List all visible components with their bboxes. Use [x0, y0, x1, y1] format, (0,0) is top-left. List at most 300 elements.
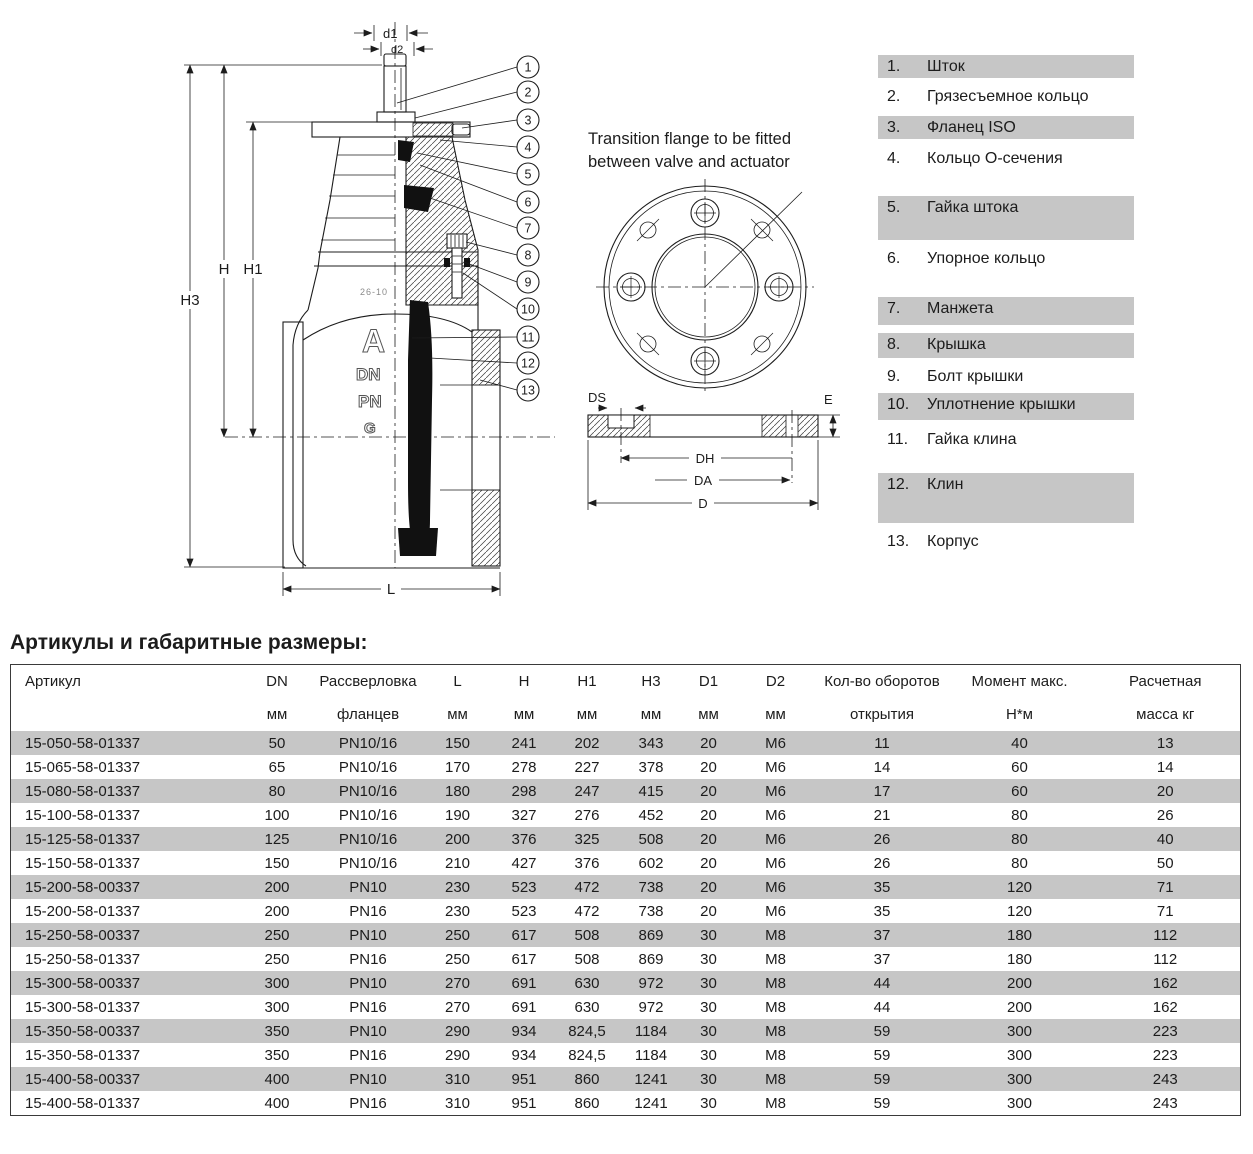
table-cell: 934	[511, 1046, 537, 1064]
table-cell: 452	[638, 806, 664, 824]
part-label: Уплотнение крышки	[927, 396, 1076, 413]
callout-number: 11	[521, 330, 535, 345]
table-cell: 241	[511, 734, 537, 752]
column-header: масса кг	[1136, 706, 1195, 723]
table-cell: 824,5	[568, 1022, 606, 1040]
table-cell: PN10	[349, 926, 387, 944]
column-header: Н*м	[1006, 706, 1033, 723]
table-cell: 230	[444, 902, 471, 920]
column-header: фланцев	[336, 706, 400, 723]
table-cell: 602	[638, 854, 664, 872]
callout-number: 9	[524, 275, 532, 290]
part-label: Гайка штока	[927, 199, 1019, 216]
parts-list-item-2	[878, 85, 1134, 108]
table-cell: 400	[264, 1070, 290, 1088]
table-cell: 325	[574, 830, 600, 848]
table-cell: 250	[264, 926, 290, 944]
table-cell: 691	[511, 974, 537, 992]
table-cell: M8	[765, 1094, 786, 1112]
table-cell: 26	[873, 830, 891, 848]
parts-list-item-5	[878, 196, 1134, 240]
table-cell: 230	[444, 878, 471, 896]
table-cell: 71	[1156, 902, 1174, 920]
table-cell: 15-350-58-00337	[25, 1022, 141, 1040]
part-label: Болт крышки	[927, 368, 1024, 385]
table-cell: 200	[264, 878, 290, 896]
table-cell: PN16	[349, 902, 387, 920]
table-cell: 278	[511, 758, 537, 776]
table-cell: 20	[700, 902, 717, 920]
table-cell: 112	[1153, 950, 1178, 968]
part-number: 5.	[887, 199, 901, 216]
table-cell: 40	[1011, 734, 1028, 752]
dim-label-e: E	[824, 392, 833, 407]
part-label: Упорное кольцо	[927, 250, 1046, 267]
table-cell: 65	[268, 758, 286, 776]
table-cell: 40	[1156, 830, 1174, 848]
table-cell: M8	[765, 950, 786, 968]
table-cell: M6	[765, 854, 786, 872]
cast-dn: DN	[356, 365, 381, 384]
table-cell: 80	[1011, 854, 1028, 872]
table-cell: 30	[700, 1094, 717, 1112]
table-cell: 15-400-58-01337	[25, 1094, 141, 1112]
table-cell: 35	[873, 878, 891, 896]
table-cell: 13	[1156, 734, 1174, 752]
table-row	[11, 971, 1241, 995]
part-number: 10.	[887, 396, 910, 413]
table-cell: 44	[873, 998, 891, 1016]
parts-list-item-3	[878, 116, 1134, 139]
table-cell: M6	[765, 902, 786, 920]
table-cell: 243	[1152, 1094, 1178, 1112]
table-cell: 310	[444, 1094, 471, 1112]
table-cell: 125	[264, 830, 290, 848]
table-cell: 508	[638, 830, 664, 848]
table-cell: 60	[1011, 782, 1028, 800]
table-cell: 20	[700, 878, 717, 896]
dim-label-h1: H1	[243, 261, 263, 278]
table-cell: 860	[574, 1070, 600, 1088]
table-cell: 951	[511, 1070, 537, 1088]
table-cell: 20	[700, 758, 717, 776]
table-cell: 37	[873, 950, 891, 968]
table-cell: 617	[511, 926, 537, 944]
table-row	[11, 899, 1241, 923]
table-row	[11, 755, 1241, 779]
dim-heights	[177, 65, 382, 567]
table-cell: 20	[700, 854, 717, 872]
table-title: Артикулы и габаритные размеры:	[10, 631, 368, 654]
valve-cross-section	[177, 22, 555, 598]
table-cell: 523	[511, 902, 537, 920]
table-cell: PN10/16	[338, 806, 398, 824]
table-cell: 202	[574, 734, 600, 752]
table-cell: 14	[1156, 758, 1174, 776]
parts-list-item-12	[878, 473, 1134, 523]
table-cell: 310	[444, 1070, 471, 1088]
table-cell: 300	[264, 998, 290, 1016]
table-cell: 400	[264, 1094, 290, 1112]
table-cell: 300	[1006, 1022, 1033, 1040]
table-cell: 30	[700, 974, 717, 992]
table-cell: 30	[700, 1046, 717, 1064]
parts-list-item-7	[878, 297, 1134, 325]
table-row	[11, 827, 1241, 851]
dim-label-h: H	[218, 261, 230, 278]
table-cell: 298	[511, 782, 537, 800]
flange-note-line2: between valve and actuator	[588, 153, 790, 171]
dim-E	[818, 392, 840, 437]
table-cell: 20	[1156, 782, 1174, 800]
table-cell: PN10/16	[338, 758, 398, 776]
table-cell: 35	[873, 902, 891, 920]
table-cell: 617	[511, 950, 537, 968]
dimensions-table	[10, 664, 1241, 1116]
table-cell: 523	[511, 878, 537, 896]
table-cell: 100	[264, 806, 290, 824]
callout-number: 10	[521, 302, 535, 317]
table-cell: 180	[1006, 950, 1033, 968]
table-cell: 290	[444, 1046, 471, 1064]
table-cell: 15-125-58-01337	[25, 830, 141, 848]
table-cell: 350	[264, 1046, 290, 1064]
part-label: Крышка	[927, 336, 986, 353]
table-cell: 15-050-58-01337	[25, 734, 141, 752]
table-cell: 44	[873, 974, 891, 992]
table-cell: 210	[444, 854, 471, 872]
flange-note-line1: Transition flange to be fitted	[588, 130, 792, 148]
table-cell: 250	[444, 926, 471, 944]
part-label: Гайка клина	[927, 431, 1017, 448]
wedge-gate-black	[408, 300, 432, 549]
table-cell: 30	[700, 998, 717, 1016]
part-label: Шток	[927, 58, 965, 75]
table-cell: 200	[264, 902, 290, 920]
table-cell: PN10	[349, 1070, 387, 1088]
dim-label-d: D	[698, 496, 708, 511]
table-cell: 223	[1152, 1022, 1178, 1040]
column-header: мм	[640, 706, 662, 723]
table-cell: PN16	[349, 998, 387, 1016]
table-cell: PN10	[349, 878, 387, 896]
table-cell: 30	[700, 950, 717, 968]
table-cell: M6	[765, 782, 786, 800]
part-number: 6.	[887, 250, 901, 267]
wedge-foot-black	[398, 528, 438, 556]
table-cell: 15-200-58-01337	[25, 902, 141, 920]
column-header: H1	[577, 673, 597, 690]
table-cell: M6	[765, 830, 786, 848]
part-number: 1.	[887, 58, 901, 75]
table-cell: 20	[700, 806, 717, 824]
parts-list	[878, 55, 1134, 552]
table-cell: 376	[574, 854, 600, 872]
callout-number: 5	[524, 167, 532, 182]
dim-label-dh: DH	[695, 451, 715, 466]
table-row	[11, 995, 1241, 1019]
table-cell: 71	[1156, 878, 1174, 896]
part-label: Грязесъемное кольцо	[927, 88, 1089, 105]
table-cell: 508	[574, 950, 600, 968]
callout-3	[462, 109, 539, 131]
table-cell: 860	[574, 1094, 600, 1112]
table-cell: 869	[638, 926, 664, 944]
table-cell: M6	[765, 806, 786, 824]
column-header: Расчетная	[1129, 673, 1202, 690]
table-cell: 951	[511, 1094, 537, 1112]
table-cell: M8	[765, 1070, 786, 1088]
table-row	[11, 779, 1241, 803]
valve-technical-drawing	[0, 0, 870, 620]
table-cell: 972	[638, 998, 664, 1016]
part-label: Фланец ISO	[927, 119, 1016, 136]
table-cell: 300	[1006, 1094, 1033, 1112]
dim-label-ds: DS	[588, 390, 607, 405]
table-cell: 15-400-58-00337	[25, 1070, 141, 1088]
table-row	[11, 875, 1241, 899]
part-number: 8.	[887, 336, 901, 353]
table-cell: 300	[264, 974, 290, 992]
callout-number: 3	[524, 113, 532, 128]
part-label: Манжета	[927, 300, 994, 317]
parts-list-item-11	[878, 428, 1134, 450]
column-header: мм	[513, 706, 535, 723]
part-label: Клин	[927, 476, 964, 493]
table-cell: PN10/16	[338, 782, 398, 800]
part-number: 4.	[887, 150, 901, 167]
table-row	[11, 1043, 1241, 1067]
table-cell: 200	[444, 830, 471, 848]
cast-pn: PN	[358, 392, 382, 411]
table-cell: M8	[765, 1022, 786, 1040]
valve-body	[283, 268, 500, 568]
dim-label-da: DA	[693, 473, 713, 488]
table-cell: 180	[1006, 926, 1033, 944]
parts-list-item-10	[878, 393, 1134, 420]
table-row	[11, 803, 1241, 827]
table-cell: 59	[873, 1046, 891, 1064]
cast-serial: 26-10	[360, 287, 389, 297]
column-header: D1	[698, 673, 719, 690]
table-cell: 15-250-58-01337	[25, 950, 141, 968]
part-number: 9.	[887, 368, 901, 385]
table-cell: 869	[638, 950, 664, 968]
table-cell: 378	[638, 758, 664, 776]
table-cell: 250	[444, 950, 471, 968]
column-header: DN	[266, 673, 288, 690]
table-cell: PN10	[349, 1022, 387, 1040]
callout-number: 7	[524, 221, 532, 236]
column-header: мм	[576, 706, 598, 723]
table-cell: M6	[765, 734, 786, 752]
column-header: Артикул	[25, 673, 81, 690]
table-cell: 200	[1006, 974, 1033, 992]
table-cell: 276	[574, 806, 600, 824]
valve-stem	[377, 54, 415, 122]
table-cell: 80	[1011, 830, 1028, 848]
table-cell: 17	[873, 782, 891, 800]
table-cell: 508	[574, 926, 600, 944]
table-cell: M8	[765, 974, 786, 992]
table-cell: 30	[700, 926, 717, 944]
column-header: Кол-во оборотов	[824, 673, 940, 690]
column-header: Момент макс.	[971, 673, 1068, 690]
parts-list-item-6	[878, 247, 1134, 268]
table-cell: 120	[1006, 878, 1033, 896]
table-cell: 300	[1006, 1070, 1033, 1088]
table-cell: 250	[264, 950, 290, 968]
table-cell: 15-350-58-01337	[25, 1046, 141, 1064]
table-cell: 972	[638, 974, 664, 992]
column-header	[11, 698, 239, 731]
column-header: мм	[266, 706, 288, 723]
column-header: H	[518, 673, 530, 690]
table-cell: 270	[444, 974, 471, 992]
dim-label-l: L	[386, 581, 396, 598]
table-cell: 162	[1152, 998, 1178, 1016]
table-cell: 15-250-58-00337	[25, 926, 141, 944]
callout-number: 1	[524, 60, 532, 75]
part-label: Корпус	[927, 533, 979, 550]
parts-list-item-9	[878, 365, 1134, 388]
table-cell: 162	[1152, 974, 1178, 992]
cast-logo: A	[362, 323, 386, 359]
part-number: 7.	[887, 300, 901, 317]
table-cell: 180	[444, 782, 471, 800]
table-cell: 15-200-58-00337	[25, 878, 141, 896]
callout-number: 8	[524, 248, 532, 263]
table-cell: 150	[264, 854, 290, 872]
table-cell: 15-065-58-01337	[25, 758, 141, 776]
table-cell: PN10/16	[338, 830, 398, 848]
callout-number: 4	[524, 140, 532, 155]
table-cell: 630	[574, 974, 600, 992]
column-header: H3	[641, 673, 661, 690]
iso-top-flange	[312, 122, 470, 137]
table-cell: 59	[873, 1094, 891, 1112]
part-number: 3.	[887, 119, 901, 136]
column-header: D2	[765, 673, 786, 690]
table-cell: 20	[700, 734, 717, 752]
table-cell: 350	[264, 1022, 290, 1040]
table-cell: 738	[638, 902, 664, 920]
flange-side-view	[588, 390, 840, 511]
table-cell: 170	[444, 758, 471, 776]
parts-list-item-1	[878, 55, 1134, 78]
table-header-row	[11, 665, 1241, 699]
parts-list-item-13	[878, 530, 1134, 552]
dim-L	[283, 572, 500, 598]
table-cell: M8	[765, 1046, 786, 1064]
table-row	[11, 1019, 1241, 1043]
column-header: мм	[447, 706, 468, 723]
table-cell: 50	[1156, 854, 1174, 872]
dim-label-h3: H3	[180, 292, 200, 309]
table-cell: 227	[574, 758, 600, 776]
table-cell: 112	[1153, 926, 1178, 944]
dim-label-d1: d1	[383, 26, 398, 41]
table-cell: 343	[638, 734, 664, 752]
table-cell: 15-080-58-01337	[25, 782, 141, 800]
table-cell: M6	[765, 878, 786, 896]
callout-number: 2	[524, 85, 532, 100]
table-cell: 21	[873, 806, 891, 824]
table-cell: 59	[873, 1070, 891, 1088]
table-cell: 327	[511, 806, 537, 824]
table-cell: 300	[1006, 1046, 1033, 1064]
table-cell: 472	[574, 878, 600, 896]
part-number: 2.	[887, 88, 901, 105]
dim-DS	[588, 390, 646, 408]
table-cell: 223	[1152, 1046, 1178, 1064]
column-header: мм	[698, 706, 719, 723]
table-cell: 934	[511, 1022, 537, 1040]
parts-list-item-4	[878, 147, 1134, 168]
table-cell: PN10/16	[338, 734, 398, 752]
table-cell: 1184	[634, 1022, 668, 1040]
table-cell: 26	[873, 854, 891, 872]
table-cell: 247	[574, 782, 600, 800]
dim-d1	[354, 25, 428, 41]
table-cell: PN10/16	[338, 854, 398, 872]
table-cell: 26	[1156, 806, 1174, 824]
table-cell: 80	[268, 782, 286, 800]
cast-g: G	[364, 420, 376, 437]
part-label: Кольцо О-сечения	[927, 150, 1063, 167]
table-cell: PN16	[349, 1046, 387, 1064]
table-cell: 30	[700, 1022, 717, 1040]
table-cell: 50	[268, 734, 286, 752]
column-header: L	[453, 673, 462, 690]
table-cell: 15-100-58-01337	[25, 806, 141, 824]
table-cell: PN16	[349, 1094, 387, 1112]
table-cell: 243	[1152, 1070, 1178, 1088]
table-cell: 427	[511, 854, 537, 872]
table-cell: 200	[1006, 998, 1033, 1016]
table-cell: M8	[765, 998, 786, 1016]
table-cell: 30	[700, 1070, 717, 1088]
table-cell: 11	[874, 734, 890, 752]
column-header: мм	[765, 706, 786, 723]
table-cell: 376	[511, 830, 537, 848]
column-header: Рассверловка	[319, 673, 417, 690]
table-cell: 270	[444, 998, 471, 1016]
table-cell: 37	[873, 926, 891, 944]
table-cell: 120	[1006, 902, 1033, 920]
table-cell: M8	[765, 926, 786, 944]
table-cell: PN16	[349, 950, 387, 968]
part-number: 12.	[887, 476, 910, 493]
table-cell: M6	[765, 758, 786, 776]
dim-label-d2: d2	[391, 44, 404, 56]
table-cell: 59	[873, 1022, 891, 1040]
table-row	[11, 851, 1241, 875]
callout-13	[480, 379, 539, 401]
table-cell: 1241	[634, 1094, 668, 1112]
table-row	[11, 923, 1241, 947]
part-number: 11.	[887, 431, 909, 448]
table-cell: 190	[444, 806, 471, 824]
table-cell: 15-300-58-00337	[25, 974, 141, 992]
table-row	[11, 1091, 1241, 1116]
table-cell: 691	[511, 998, 537, 1016]
table-cell: 1184	[634, 1046, 668, 1064]
dim-DH	[621, 450, 792, 466]
table-cell: 1241	[634, 1070, 668, 1088]
table-cell: 60	[1011, 758, 1028, 776]
callout-number: 13	[521, 383, 535, 398]
